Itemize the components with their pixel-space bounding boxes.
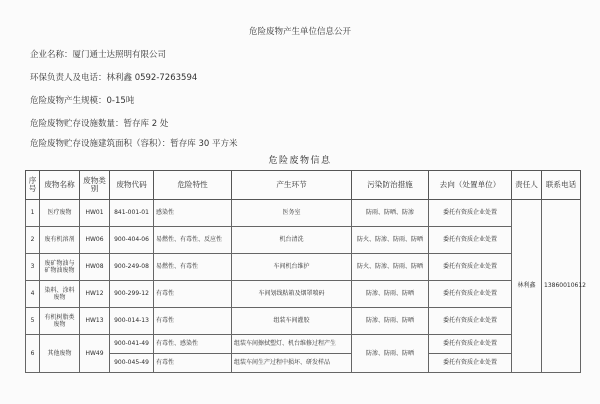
generation-process: 组装车间擦拭塑灯、机台维修过程产生 [232,335,352,354]
waste-category: HW49 [80,335,110,373]
header-cell: 序号 [26,171,40,200]
row-number: 2 [26,227,40,254]
hazardous-waste-table [25,170,586,373]
table-row [26,254,581,281]
responsible-person: 林利鑫 [512,200,542,373]
header-cell: 危险特性 [154,171,232,200]
generation-process: 组装车间灌胶 [232,308,352,335]
waste-code: 841-001-01 [110,200,154,227]
disposal-destination: 委托有资质企业处置 [429,281,512,308]
waste-category: HW06 [80,227,110,254]
header-cell: 去向（处置单位） [429,171,512,200]
header-cell: 污染防治措施 [352,171,429,200]
pollution-measures: 防渗、防雨、防晒 [352,335,429,373]
generation-process: 组装车间生产过程中损坏、研发样品 [232,354,352,373]
storage-facility-area: 危险废物贮存设施建筑面积（容积）：暂存库 30 平方米 [30,139,238,149]
disposal-destination: 委托有资质企业处置 [429,335,512,354]
table-row [26,281,581,308]
header-cell: 废物类别 [80,171,110,200]
row-number: 6 [26,335,40,373]
hazard-property: 有毒性 [154,354,232,373]
pollution-measures: 防渗、防雨、防晒 [352,281,429,308]
hazard-property: 感染性 [154,200,232,227]
disposal-destination: 委托有资质企业处置 [429,354,512,373]
disposal-destination: 委托有资质企业处置 [429,254,512,281]
header-cell: 产生环节 [232,171,352,200]
header-cell: 联系电话 [542,171,581,200]
table-header-row [26,171,581,200]
waste-name: 其他废物 [40,335,80,373]
waste-code: 900-041-49 [110,335,154,354]
waste-category: HW12 [80,281,110,308]
row-number: 5 [26,308,40,335]
hazard-property: 有毒性、感染性 [154,335,232,354]
waste-category: HW01 [80,200,110,227]
table-row [26,335,581,354]
row-number: 3 [26,254,40,281]
waste-name: 医疗废物 [40,200,80,227]
pollution-measures: 防渗、防雨、防晒 [352,308,429,335]
generation-process: 车间机台维护 [232,254,352,281]
production-scale: 危险废物产生规模：0-15吨 [30,96,135,106]
environmental-contact: 环保负责人及电话：林利鑫 0592-7263594 [30,73,198,83]
table-title: 危险废物信息 [268,156,332,166]
table-row [26,308,581,335]
waste-category: HW08 [80,254,110,281]
table-row [26,354,581,373]
row-number: 4 [26,281,40,308]
waste-name: 废矿物油与矿物油废物 [40,254,80,281]
waste-name: 染料、涂料废物 [40,281,80,308]
waste-code: 900-249-08 [110,254,154,281]
waste-category: HW13 [80,308,110,335]
table-row [26,227,581,254]
hazard-property: 易燃性、有毒性、反应性 [154,227,232,254]
waste-code: 900-014-13 [110,308,154,335]
header-cell: 责任人 [512,171,542,200]
generation-process: 医务室 [232,200,352,227]
company-name: 企业名称：厦门通士达照明有限公司 [30,50,167,60]
waste-name: 废有机溶剂 [40,227,80,254]
disposal-destination: 委托有资质企业处置 [429,308,512,335]
disposal-destination: 委托有资质企业处置 [429,200,512,227]
hazard-property: 易燃性、有毒性 [154,254,232,281]
pollution-measures: 防雨、防晒、防渗 [352,200,429,227]
waste-name: 有机树脂类废物 [40,308,80,335]
waste-code: 900-045-49 [110,354,154,373]
table-row [26,200,581,227]
waste-code: 900-299-12 [110,281,154,308]
document-title: 危险废物产生单位信息公开 [248,27,351,37]
generation-process: 机台清洗 [232,227,352,254]
pollution-measures: 防火、防渗、防雨、防晒 [352,227,429,254]
row-number: 1 [26,200,40,227]
disposal-destination: 委托有资质企业处置 [429,227,512,254]
waste-code: 900-404-06 [110,227,154,254]
header-cell: 废物名称 [40,171,80,200]
hazard-property: 有毒性 [154,308,232,335]
contact-phone: 13860010612 [542,200,581,373]
generation-process: 车间划线粘箱及烟罩喷码 [232,281,352,308]
hazard-property: 有毒性 [154,281,232,308]
pollution-measures: 防火、防渗、防雨、防晒 [352,254,429,281]
storage-facility-count: 危险废物贮存设施数量：暂存库 2 处 [30,119,169,129]
header-cell: 废物代码 [110,171,154,200]
